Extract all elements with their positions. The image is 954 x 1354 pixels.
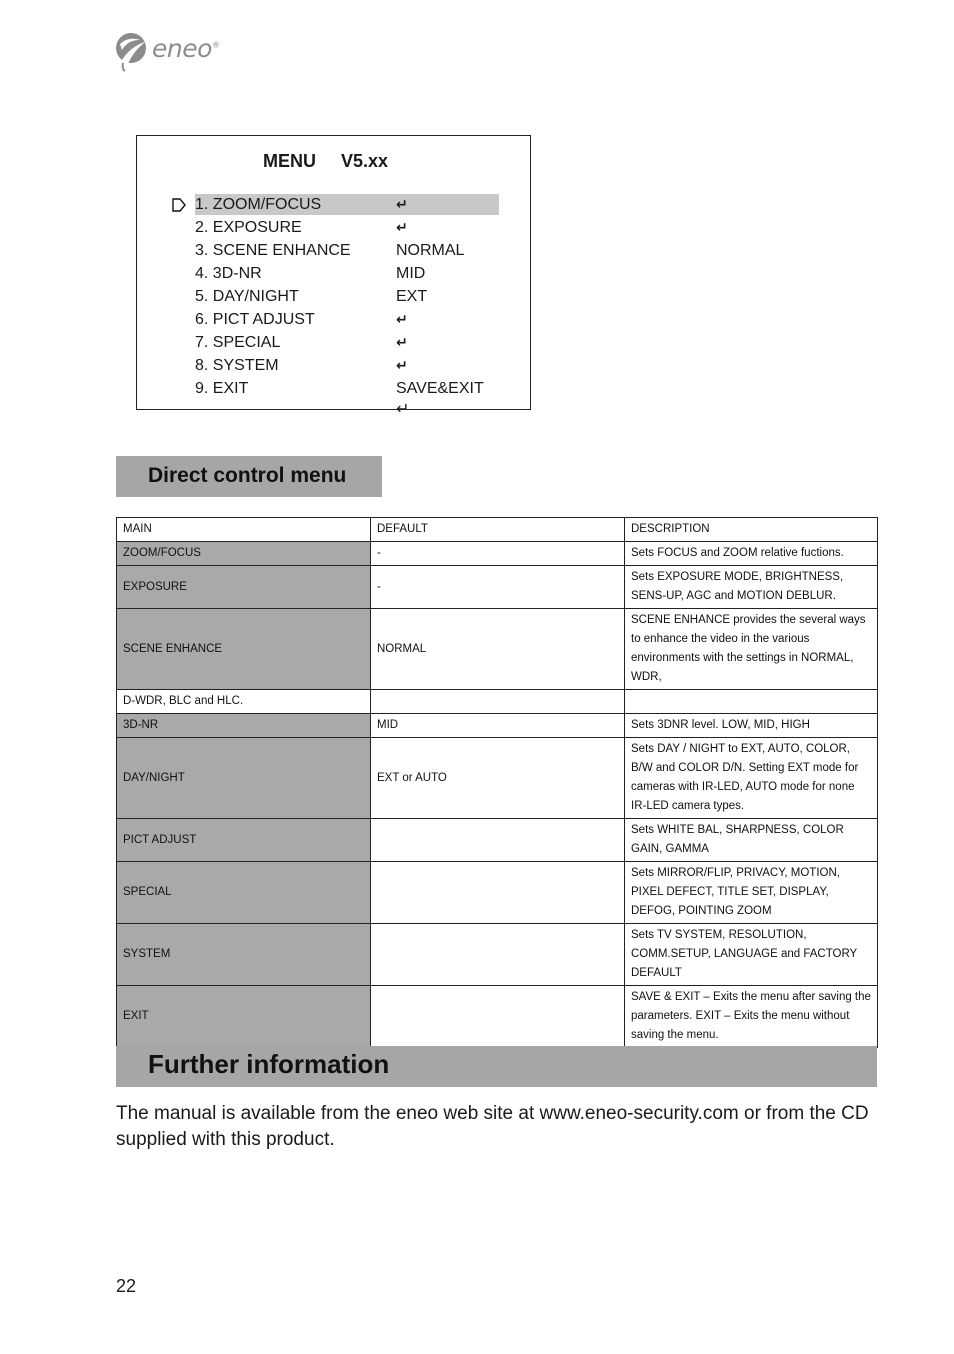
page-number: 22 (116, 1276, 137, 1296)
osd-menu-item[interactable] (195, 355, 499, 376)
cell-default (371, 862, 625, 924)
cell-default (371, 986, 625, 1048)
eneo-swirl-icon (114, 30, 150, 72)
osd-menu-item-label: 6. PICT ADJUST (195, 311, 315, 328)
column-header-default: DEFAULT (371, 518, 625, 542)
osd-menu-item[interactable] (195, 217, 499, 238)
cell-main: SYSTEM (117, 924, 371, 986)
osd-menu-item-value: EXT (396, 288, 428, 305)
cell-main: EXPOSURE (117, 566, 371, 609)
osd-menu-item-label: 4. 3D-NR (195, 265, 262, 282)
direct-control-heading-bar (116, 456, 382, 497)
table-header-row (117, 518, 878, 542)
osd-menu-item-value: SAVE&EXIT ↵ (396, 380, 484, 418)
table-row (117, 738, 878, 819)
osd-menu-item[interactable] (195, 309, 499, 330)
osd-menu-item[interactable] (195, 263, 499, 284)
cell-default: EXT or AUTO (371, 738, 625, 819)
osd-menu-item-value: ↵ (396, 334, 408, 350)
osd-menu-screen (136, 135, 531, 418)
osd-menu-item-label: 1. ZOOM/FOCUS (195, 196, 322, 213)
table-row (117, 690, 878, 714)
osd-menu-item-value: ↵ (396, 357, 408, 373)
table-row (117, 542, 878, 566)
table-row (117, 566, 878, 609)
cell-main: SCENE ENHANCE (117, 609, 371, 690)
eneo-logo (114, 30, 224, 72)
osd-menu-item-value: NORMAL (396, 242, 465, 259)
cell-description: Sets DAY / NIGHT to EXT, AUTO, COLOR, B/W and COLOR D/N. Setting EXT mode for cameras with IR-LED, AUTO mode for none IR-LED camera types. (625, 738, 878, 819)
cell-default: - (371, 542, 625, 566)
table-row (117, 924, 878, 986)
osd-menu-item[interactable] (195, 332, 499, 353)
table-row (117, 714, 878, 738)
further-information-heading-bar (116, 1046, 877, 1087)
table-row (117, 862, 878, 924)
cell-description (625, 690, 878, 714)
section-heading: Direct control menu (148, 464, 347, 487)
osd-menu-item[interactable] (195, 240, 499, 261)
osd-menu-item[interactable] (195, 194, 499, 215)
table-row (117, 819, 878, 862)
menu-cursor-icon (172, 198, 186, 212)
cell-description: Sets 3DNR level. LOW, MID, HIGH (625, 714, 878, 738)
cell-main: PICT ADJUST (117, 819, 371, 862)
cell-main: ZOOM/FOCUS (117, 542, 371, 566)
logo-wordmark: eneo® (152, 34, 220, 63)
osd-menu-item-value: MID (396, 265, 426, 282)
cell-default: MID (371, 714, 625, 738)
cell-main: EXIT (117, 986, 371, 1048)
cell-description: SCENE ENHANCE provides the several ways to enhance the video in the various environments with the settings in NORMAL, WDR, (625, 609, 878, 690)
cell-description: Sets MIRROR/FLIP, PRIVACY, MOTION, PIXEL DEFECT, TITLE SET, DISPLAY, DEFOG, POINTING ZOOM (625, 862, 878, 924)
osd-menu-item-value: ↵ (396, 219, 408, 235)
cell-description: Sets WHITE BAL, SHARPNESS, COLOR GAIN, GAMMA (625, 819, 878, 862)
osd-menu-item[interactable] (195, 378, 499, 418)
osd-menu-item-label: 7. SPECIAL (195, 334, 281, 351)
table-row (117, 609, 878, 690)
further-information-text: The manual is available from the eneo web site at www.eneo-security.com or from the CD supplied with this product. (116, 1103, 869, 1150)
cell-default (371, 924, 625, 986)
osd-menu-title: MENU V5.xx (263, 151, 389, 171)
cell-default: - (371, 566, 625, 609)
cell-main: 3D-NR (117, 714, 371, 738)
cell-main: DAY/NIGHT (117, 738, 371, 819)
table-row (117, 986, 878, 1048)
cell-default: NORMAL (371, 609, 625, 690)
cell-default (371, 819, 625, 862)
osd-menu-item-value: ↵ (396, 196, 408, 212)
cell-description: Sets FOCUS and ZOOM relative fuctions. (625, 542, 878, 566)
osd-menu-item-label: 8. SYSTEM (195, 357, 279, 374)
osd-menu-item-value: ↵ (396, 311, 408, 327)
osd-menu-item-label: 2. EXPOSURE (195, 219, 302, 236)
section-heading: Further information (148, 1049, 390, 1079)
osd-menu-item[interactable] (195, 286, 499, 307)
osd-menu-item-label: 9. EXIT (195, 380, 249, 397)
cell-description: Sets EXPOSURE MODE, BRIGHTNESS, SENS-UP, AGC and MOTION DEBLUR. (625, 566, 878, 609)
column-header-description: DESCRIPTION (625, 518, 878, 542)
osd-menu-item-label: 5. DAY/NIGHT (195, 288, 299, 305)
osd-menu-item-label: 3. SCENE ENHANCE (195, 242, 351, 259)
cell-description: SAVE & EXIT – Exits the menu after saving the parameters. EXIT – Exits the menu without saving the menu. (625, 986, 878, 1048)
cell-default (371, 690, 625, 714)
column-header-main: MAIN (117, 518, 371, 542)
cell-main: D-WDR, BLC and HLC. (117, 690, 371, 714)
cell-description: Sets TV SYSTEM, RESOLUTION, COMM.SETUP, LANGUAGE and FACTORY DEFAULT (625, 924, 878, 986)
cell-main: SPECIAL (117, 862, 371, 924)
direct-control-table (116, 517, 878, 1048)
